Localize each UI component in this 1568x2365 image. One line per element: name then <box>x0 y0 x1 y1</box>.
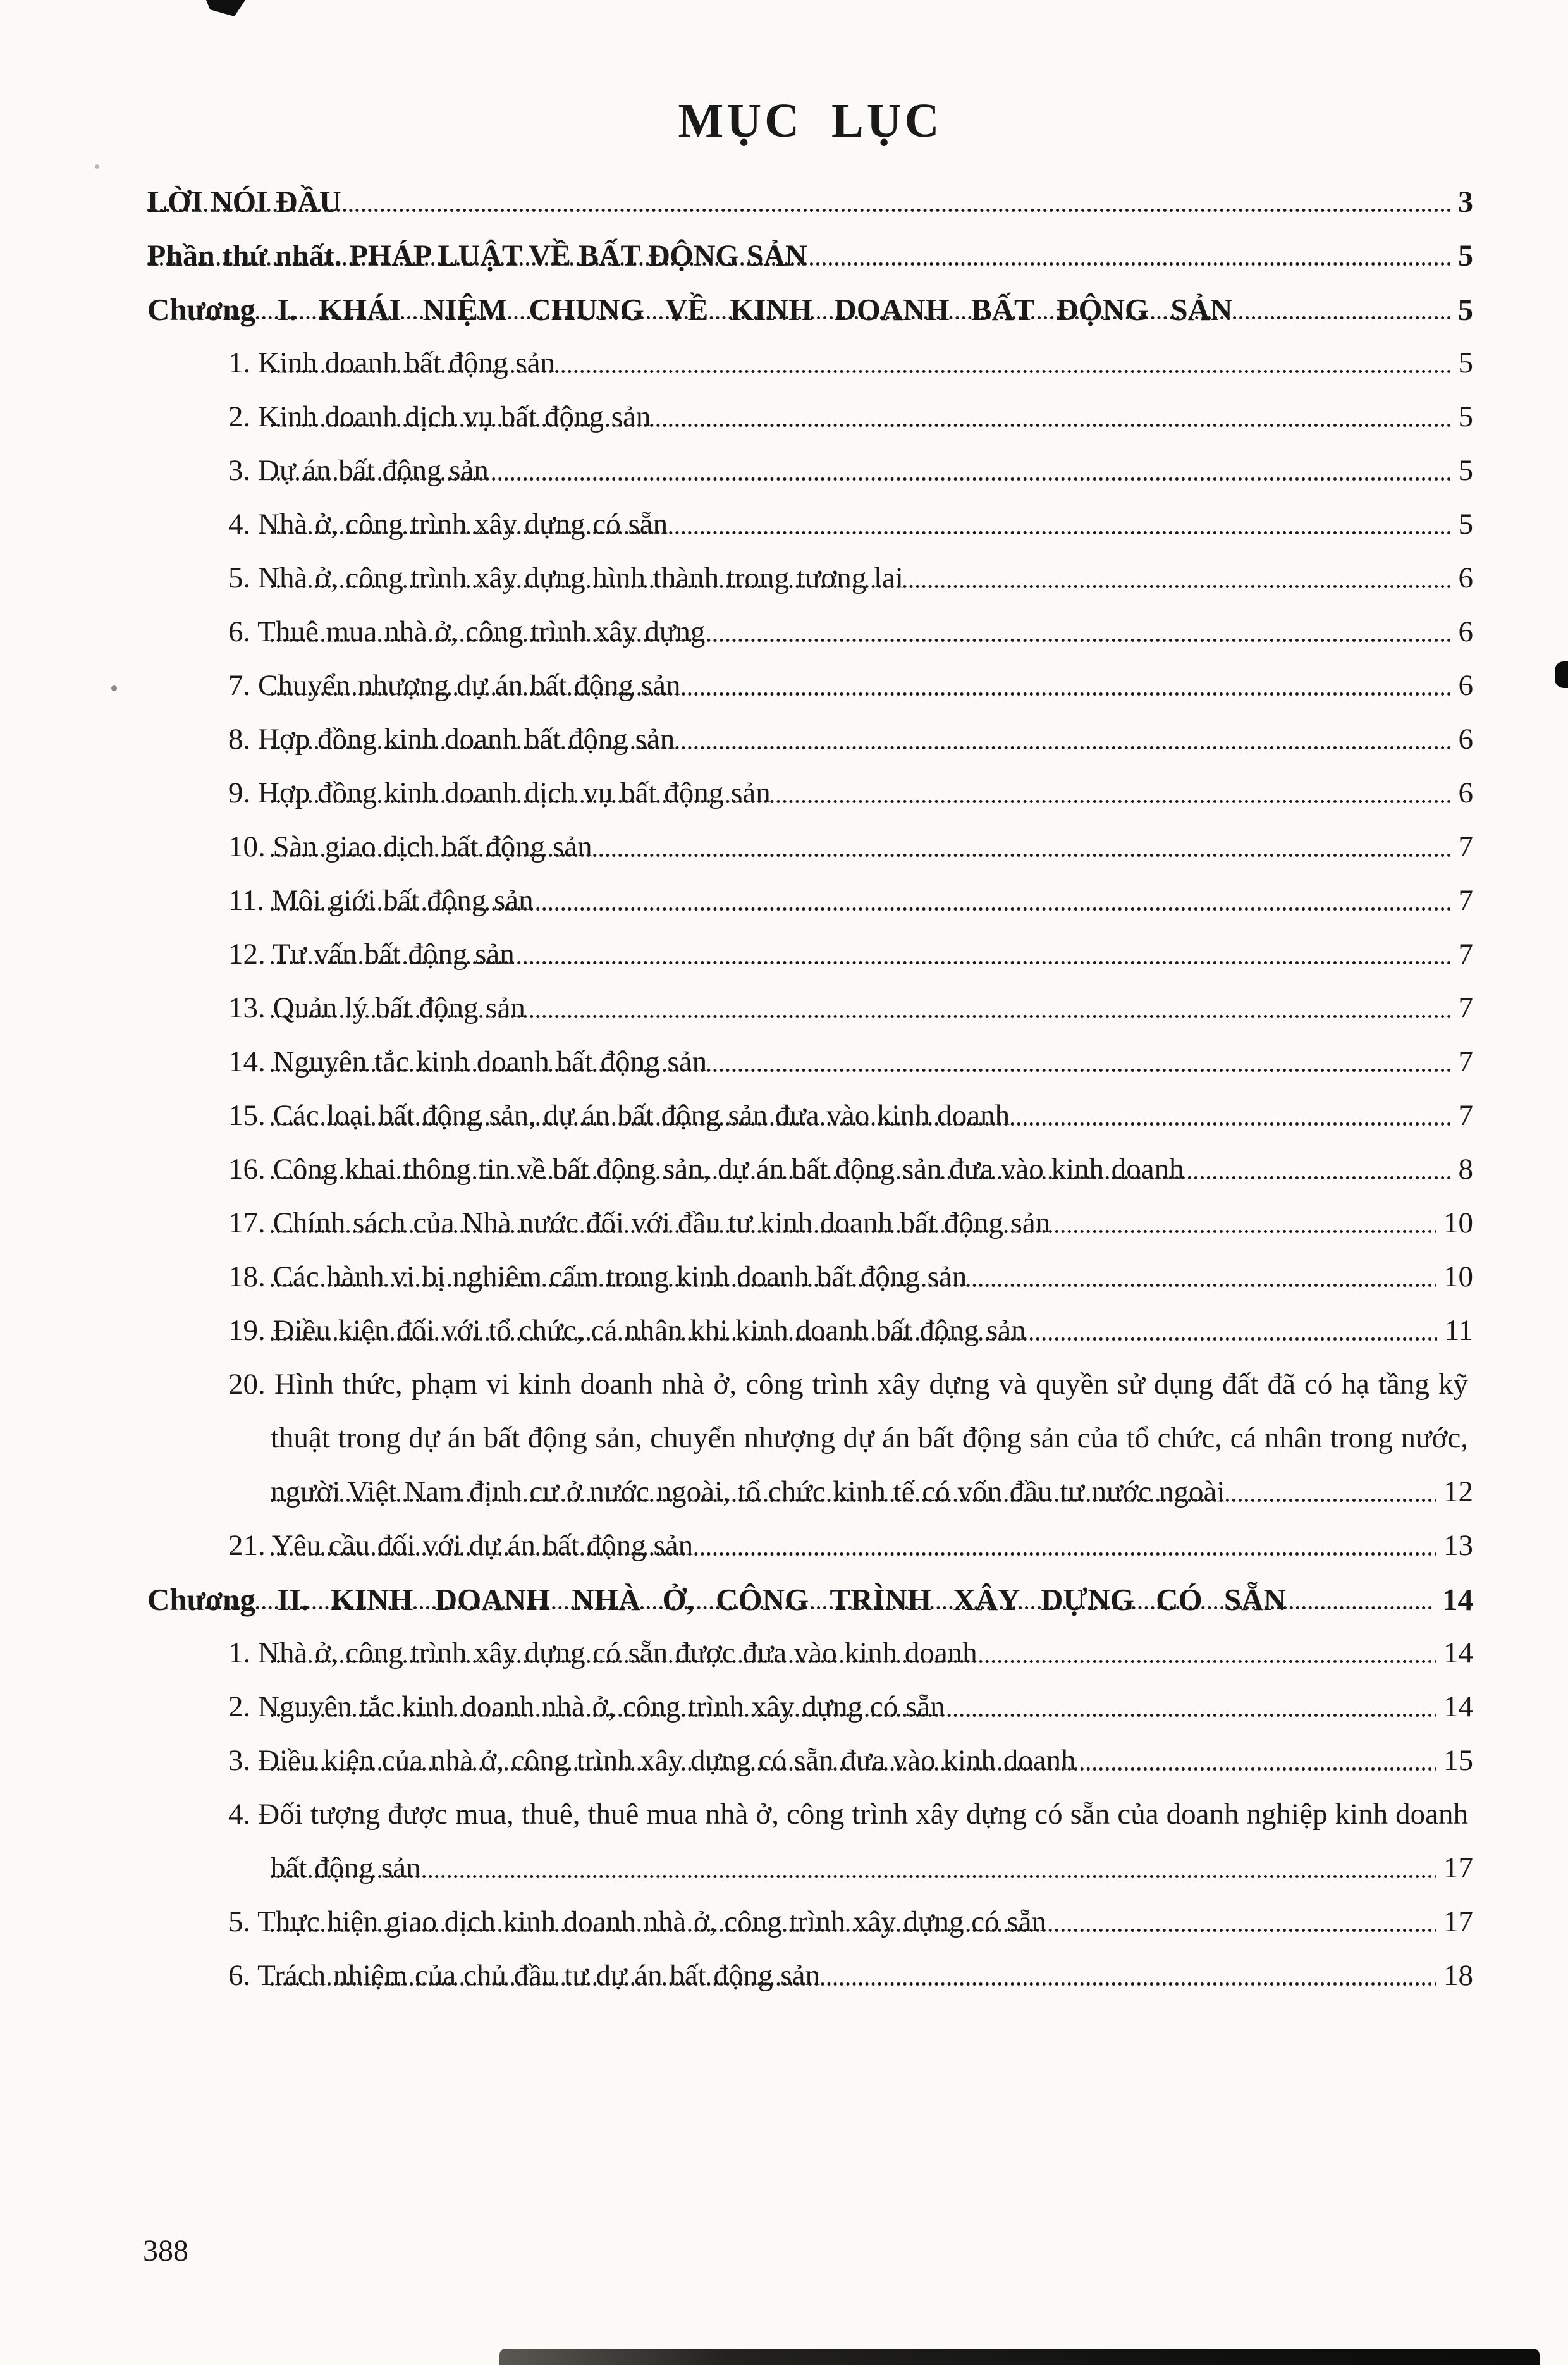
toc-entry <box>147 928 1473 981</box>
toc-entry-title <box>147 1895 1473 1949</box>
toc-entry <box>147 390 1473 444</box>
toc-entry-text: Chương I. KHÁI NIỆM CHUNG VỀ KINH DOANH BẤT ĐỘNG SẢN <box>147 292 1237 327</box>
toc-entry <box>147 659 1473 713</box>
toc-entry-text: 3. Điều kiện của nhà ở, công trình xây dựng có sẵn đưa vào kinh doanh <box>228 1744 1081 1777</box>
toc-entry <box>147 1196 1473 1250</box>
toc-entry-text: Chương II. KINH DOANH NHÀ Ở, CÔNG TRÌNH XÂY DỰNG CÓ SẴN <box>147 1582 1291 1617</box>
toc-entry-page: 5 <box>1451 498 1474 551</box>
toc-entry-title <box>147 390 1473 444</box>
toc-entry-page: 7 <box>1451 874 1474 928</box>
toc-entry-page: 18 <box>1436 1949 1473 2003</box>
toc-entry-text: 12. Tư vấn bất động sản <box>228 938 520 971</box>
toc-entry <box>147 981 1473 1035</box>
toc-entry-page: 17 <box>1436 1841 1473 1895</box>
toc-entry-title <box>147 1250 1473 1304</box>
toc-entry <box>147 713 1473 766</box>
toc-entry-page: 13 <box>1436 1519 1473 1573</box>
toc-entry-title <box>147 229 1473 283</box>
toc-entry-text: 1. Kinh doanh bất động sản <box>228 347 560 379</box>
toc-entry-page: 5 <box>1450 229 1473 283</box>
toc-entry-title <box>147 1358 1473 1519</box>
toc-entry-page: 17 <box>1436 1895 1473 1949</box>
toc-entry-text: Phần thứ nhất. PHÁP LUẬT VỀ BẤT ĐỘNG SẢN <box>147 239 812 273</box>
toc-entry-page: 8 <box>1451 1143 1474 1196</box>
toc-entry-title <box>147 1519 1473 1573</box>
toc-entry <box>147 1519 1473 1573</box>
toc-entry-title <box>147 1949 1473 2003</box>
toc-entry-title <box>147 1035 1473 1089</box>
toc-entry-title <box>147 820 1473 874</box>
toc-entry-page: 15 <box>1436 1734 1473 1788</box>
toc-entry-text: 3. Dự án bất động sản <box>228 454 494 487</box>
toc-entry <box>147 1035 1473 1089</box>
toc-entry <box>147 1734 1473 1788</box>
toc-entry <box>147 1788 1473 1895</box>
toc-entry-page: 10 <box>1436 1250 1473 1304</box>
toc-entry-text: 4. Đối tượng được mua, thuê, thuê mua nhà ở, công trình xây dựng có sẵn của doanh nghiệp kinh doanh bất động sản <box>228 1798 1473 1884</box>
toc-entry-title <box>147 1573 1473 1626</box>
toc-entry-page: 11 <box>1437 1304 1473 1358</box>
toc-entry-title <box>147 336 1473 390</box>
toc-entry <box>147 1143 1473 1196</box>
toc-entry-page: 7 <box>1451 820 1474 874</box>
toc-entry-text: 19. Điều kiện đối với tổ chức, cá nhân khi kinh doanh bất động sản <box>228 1314 1031 1347</box>
toc-entry-page: 6 <box>1451 605 1474 659</box>
toc-entry-title <box>147 766 1473 820</box>
toc-entry-text: 10. Sàn giao dịch bất động sản <box>228 830 597 863</box>
toc-entry-text: 2. Nguyên tắc kinh doanh nhà ở, công trình xây dựng có sẵn <box>228 1690 950 1723</box>
toc-entry-page: 14 <box>1436 1626 1473 1680</box>
toc-entry-text: 18. Các hành vi bị nghiêm cấm trong kinh doanh bất động sản <box>228 1260 972 1293</box>
toc-entry <box>147 1250 1473 1304</box>
page-title: MỤC LỤC <box>678 94 943 147</box>
toc-entry-title <box>147 498 1473 551</box>
toc-entry-title <box>147 1734 1473 1788</box>
toc-entry <box>147 1949 1473 2003</box>
toc-entry-text: 17. Chính sách của Nhà nước đối với đầu tư kinh doanh bất động sản <box>228 1207 1055 1239</box>
toc-entry-page: 7 <box>1451 1089 1474 1143</box>
toc-entry-page: 14 <box>1436 1680 1473 1734</box>
toc-entry-text: 5. Nhà ở, công trình xây dựng hình thành trong tương lai <box>228 562 909 594</box>
toc-entry-title <box>147 1196 1473 1250</box>
toc-entry-page: 5 <box>1451 444 1474 498</box>
toc-entry-text: 20. Hình thức, phạm vi kinh doanh nhà ở, công trình xây dựng và quyền sử dụng đất đã có hạ tầng kỹ thuật trong dự án bất động sản, chuyển nhượng dự án bất động sản của tổ chức, cá nhân trong nước, người Việt Nam định cư ở nước ngoài, tổ chức kinh tế có vốn đầu tư nước ngoài <box>228 1368 1473 1508</box>
toc-entry-title <box>147 175 1473 229</box>
toc-entry-text: LỜI NÓI ĐẦU <box>147 185 346 219</box>
toc-entry-title <box>147 1089 1473 1143</box>
toc-entry-page: 5 <box>1450 283 1474 336</box>
toc-entry-page: 10 <box>1436 1196 1473 1250</box>
toc-entry-text: 1. Nhà ở, công trình xây dựng có sẵn được đưa vào kinh doanh <box>228 1637 983 1669</box>
toc-entry <box>147 229 1473 283</box>
toc-entry-text: 6. Trách nhiệm của chủ đầu tư dự án bất động sản <box>228 1959 825 1992</box>
toc-entry-text: 2. Kinh doanh dịch vụ bất động sản <box>228 400 656 433</box>
toc-entry-text: 14. Nguyên tắc kinh doanh bất động sản <box>228 1045 712 1078</box>
toc-entry-page: 3 <box>1450 175 1473 229</box>
toc-entry-title <box>147 928 1473 981</box>
toc-entry-text: 4. Nhà ở, công trình xây dựng có sẵn <box>228 508 673 541</box>
toc-entry-page: 12 <box>1436 1465 1473 1519</box>
toc-entry-page: 6 <box>1451 713 1474 766</box>
toc-entry <box>147 1089 1473 1143</box>
toc-entry <box>147 1895 1473 1949</box>
toc-entry <box>147 605 1473 659</box>
toc-entry-page: 14 <box>1435 1573 1473 1626</box>
toc-entry <box>147 551 1473 605</box>
toc-entry-text: 7. Chuyển nhượng dự án bất động sản <box>228 669 685 702</box>
toc-entry-title <box>147 283 1473 336</box>
toc-entry-text: 13. Quản lý bất động sản <box>228 992 530 1024</box>
toc-entry-title <box>147 444 1473 498</box>
toc-entry-page: 6 <box>1451 766 1474 820</box>
toc-entry-page: 7 <box>1451 1035 1474 1089</box>
toc-entry <box>147 874 1473 928</box>
page-number: 388 <box>143 2234 188 2268</box>
toc-entry <box>147 1680 1473 1734</box>
toc-entry-title <box>147 874 1473 928</box>
toc-entry-title <box>147 1788 1473 1895</box>
toc-entry-text: 5. Thực hiện giao dịch kinh doanh nhà ở, công trình xây dựng có sẵn <box>228 1905 1051 1938</box>
toc-entry-title <box>147 1626 1473 1680</box>
toc-entry <box>147 1358 1473 1519</box>
toc-entry-title <box>147 713 1473 766</box>
toc-entry-title <box>147 981 1473 1035</box>
toc-entry <box>147 498 1473 551</box>
toc-entry-title <box>147 659 1473 713</box>
scan-artifact-bottom-bar <box>499 2349 1540 2365</box>
toc-entry-title <box>147 1680 1473 1734</box>
toc-entry <box>147 283 1473 336</box>
toc-entry <box>147 1304 1473 1358</box>
toc-entry-title <box>147 1304 1473 1358</box>
toc-entry <box>147 175 1473 229</box>
toc-entry-title <box>147 551 1473 605</box>
toc-entry <box>147 820 1473 874</box>
toc-entry <box>147 1626 1473 1680</box>
toc-entry-text: 21. Yêu cầu đối với dự án bất động sản <box>228 1529 698 1562</box>
toc-entry-title <box>147 1143 1473 1196</box>
toc-entry-page: 5 <box>1451 336 1474 390</box>
toc-entry-page: 7 <box>1451 981 1474 1035</box>
toc-entry-text: 8. Hợp đồng kinh doanh bất động sản <box>228 723 680 756</box>
toc-entry-page: 5 <box>1451 390 1474 444</box>
toc-entry-text: 15. Các loại bất động sản, dự án bất động sản đưa vào kinh doanh <box>228 1099 1015 1132</box>
toc-entry <box>147 766 1473 820</box>
toc-entry-text: 6. Thuê mua nhà ở, công trình xây dựng <box>228 615 710 648</box>
toc-entry-page: 6 <box>1451 551 1474 605</box>
toc-entry <box>147 336 1473 390</box>
toc-entry-text: 16. Công khai thông tin về bất động sản, dự án bất động sản đưa vào kinh doanh <box>228 1153 1189 1186</box>
toc-entry-page: 7 <box>1451 928 1474 981</box>
toc-list <box>147 175 1473 2003</box>
toc-entry-page: 6 <box>1451 659 1474 713</box>
toc-entry <box>147 1573 1473 1626</box>
toc-entry-text: 9. Hợp đồng kinh doanh dịch vụ bất động sản <box>228 777 776 809</box>
toc-entry-title <box>147 605 1473 659</box>
toc-entry-text: 11. Môi giới bất động sản <box>228 884 539 917</box>
toc-entry <box>147 444 1473 498</box>
